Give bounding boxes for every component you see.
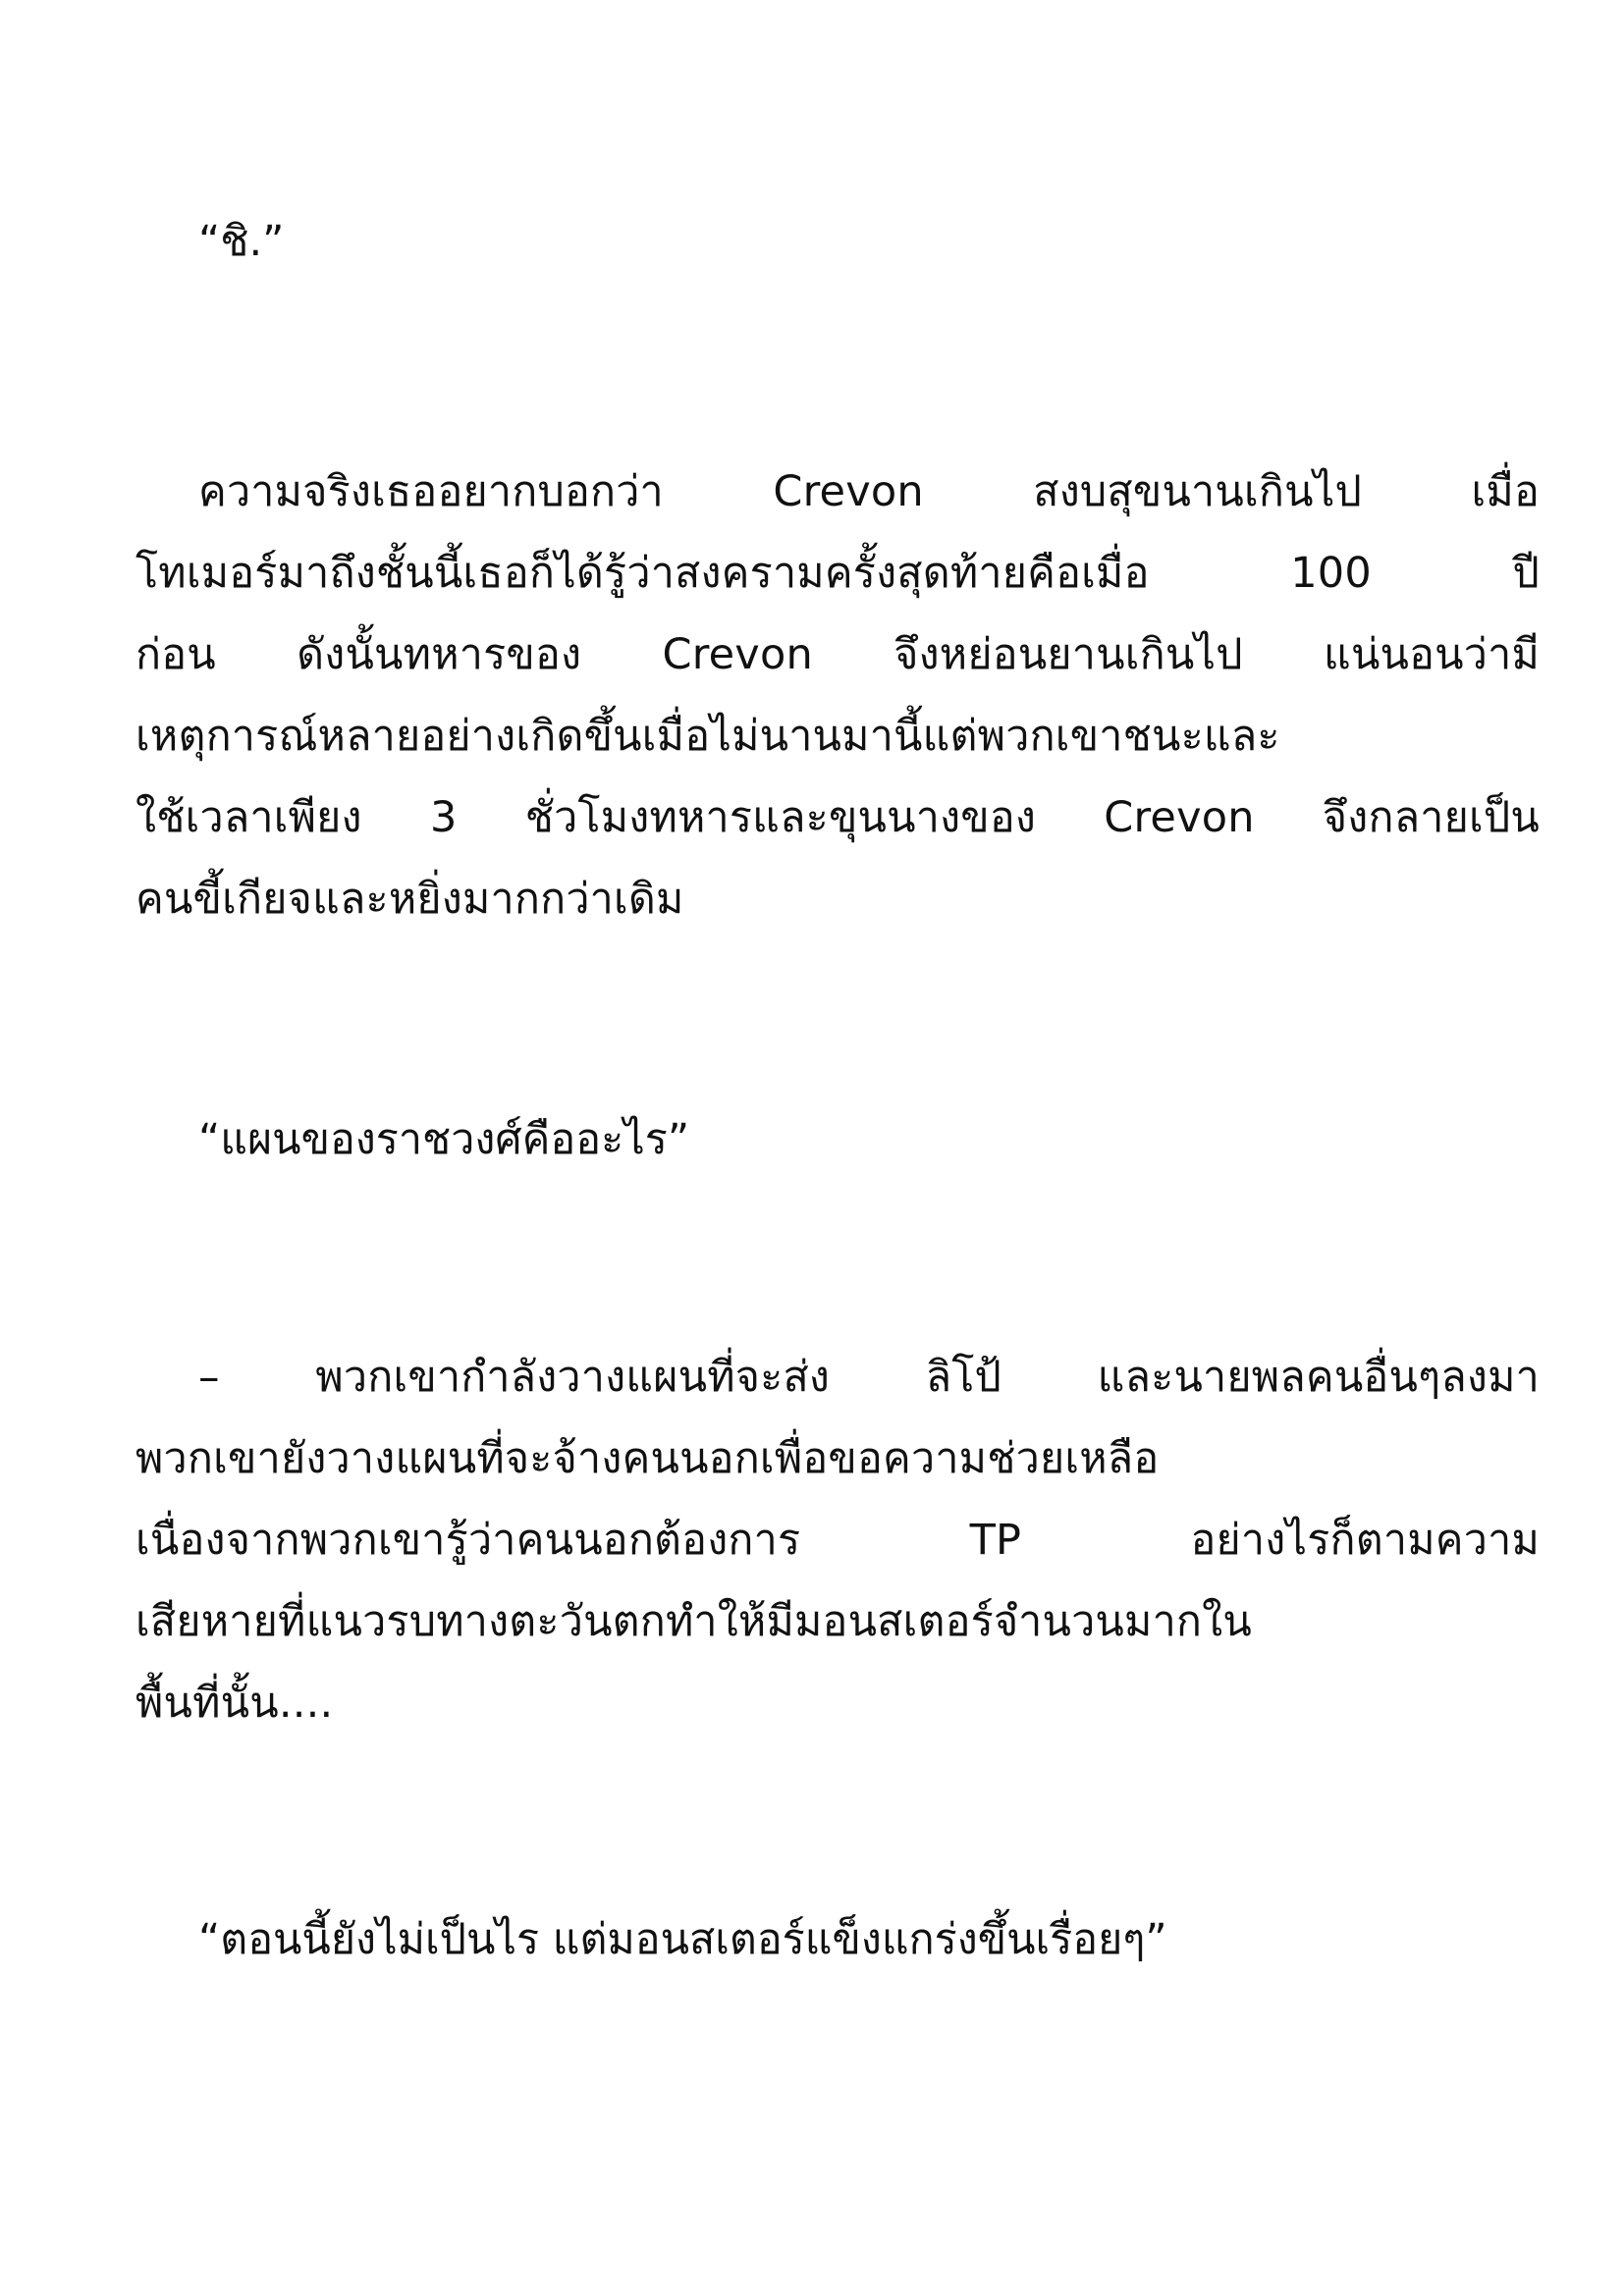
paragraph-line: พวกเขายังวางแผนที่จะจ้างคนนอกเพื่อขอความช่วยเหลือ: [135, 1434, 1160, 1483]
paragraph-line: ความจริงเธออยากบอกว่า Crevon สงบสุขนานเกินไป เมื่อ: [198, 467, 1540, 516]
dialogue-line-monsters: “ตอนนี้ยังไม่เป็นไร แต่มอนสเตอร์แข็งแกร่งขึ้นเรื่อยๆ”: [198, 1915, 1167, 1964]
dialogue-line-royal-plan: “แผนของราชวงศ์คืออะไร”: [198, 1115, 690, 1164]
paragraph-line: เนื่องจากพวกเขารู้ว่าคนนอกต้องการ TP อย่างไรก็ตามความ: [135, 1516, 1540, 1565]
narration-paragraph-crevon-peace: [135, 452, 1540, 940]
paragraph-line: คนขี้เกียจและหยิ่งมากกว่าเดิม: [135, 875, 684, 924]
dialogue-line-chi: “ชิ.”: [198, 217, 285, 266]
paragraph-line: เหตุการณ์หลายอย่างเกิดขึ้นเมื่อไม่นานมานี้แต่พวกเขาชนะและ: [135, 712, 1280, 761]
paragraph-line: – พวกเขากำลังวางแผนที่จะส่ง ลิโป้ และนายพลคนอื่นๆลงมา: [198, 1353, 1540, 1402]
paragraph-line: โทเมอร์มาถึงชั้นนี้เธอก็ได้รู้ว่าสงครามครั้งสุดท้ายคือเมื่อ 100 ปี: [135, 549, 1540, 598]
paragraph-line: ใช้เวลาเพียง 3 ชั่วโมงทหารและขุนนางของ Crevon จึงกลายเป็น: [135, 793, 1540, 842]
paragraph-line: เสียหายที่แนวรบทางตะวันตกทำให้มีมอนสเตอร์จำนวนมากใน: [135, 1597, 1252, 1646]
paragraph-line: ก่อน ดังนั้นทหารของ Crevon จึงหย่อนยานเกินไป แน่นอนว่ามี: [135, 630, 1540, 679]
narration-paragraph-plans: [135, 1337, 1540, 1744]
paragraph-line: พื้นที่นั้น....: [135, 1679, 334, 1728]
